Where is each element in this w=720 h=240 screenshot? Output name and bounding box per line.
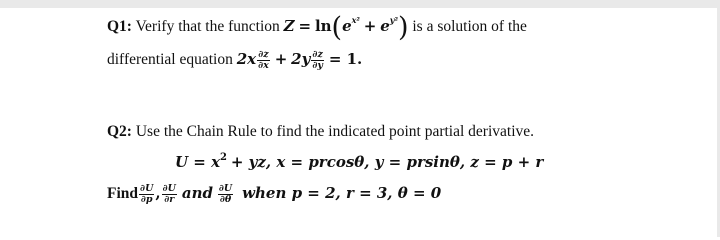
q1-suffix: is a solution of the xyxy=(412,18,527,36)
q1-eq: = xyxy=(298,17,312,36)
q1-rhs: = 1. xyxy=(328,50,363,69)
dz-dx-denominator: ∂x xyxy=(258,60,269,71)
q2-find-label: Find xyxy=(107,185,139,203)
q1-line-1 xyxy=(107,14,527,41)
dz-dy-fraction xyxy=(311,50,324,71)
q1-label: Q1: xyxy=(107,18,132,36)
du-dp-denominator: ∂p xyxy=(140,194,153,205)
du-dtheta-numerator: ∂U xyxy=(218,183,233,194)
du-dp-numerator: ∂U xyxy=(140,183,154,194)
dz-dx-numerator: ∂z xyxy=(258,49,269,60)
q1-lhs: Z xyxy=(283,17,295,36)
q1-term1-exp: x² xyxy=(351,15,360,26)
du-dp-fraction xyxy=(139,184,154,205)
q1-line-2 xyxy=(107,50,362,71)
q2-instruction: Use the Chain Rule to find the indicated point partial derivative. xyxy=(135,123,534,140)
q1-plus: + xyxy=(363,17,377,36)
q1-term1-base: e xyxy=(342,17,352,36)
q1-intro: Verify that the function xyxy=(135,18,280,36)
q2-u-rest: + yz, x = prcosθ, y = prsinθ, z = p + r xyxy=(230,153,544,171)
q2-line-1 xyxy=(107,123,534,141)
q1-coef1: 2x xyxy=(236,50,257,69)
q1-plus2: + xyxy=(274,50,288,69)
du-dr-fraction xyxy=(162,184,177,205)
top-border xyxy=(0,0,720,8)
dz-dy-denominator: ∂y xyxy=(312,60,323,71)
q1-fn: ln xyxy=(314,17,332,36)
dz-dy-numerator: ∂z xyxy=(312,49,323,60)
q2-comma: , xyxy=(155,184,161,203)
q2-line-2 xyxy=(175,152,543,172)
q2-u-def: U = x xyxy=(175,153,221,171)
q2-line-3 xyxy=(107,184,441,205)
du-dtheta-denominator: ∂θ xyxy=(219,194,232,205)
du-dtheta-fraction xyxy=(218,184,233,205)
dz-dx-fraction xyxy=(257,50,270,71)
du-dr-denominator: ∂r xyxy=(164,194,175,205)
q2-when: when p = 2, r = 3, θ = 0 xyxy=(242,184,442,203)
q2-label: Q2: xyxy=(107,123,132,140)
q1-coef2: 2y xyxy=(291,50,311,69)
right-paren: ) xyxy=(397,12,409,43)
q1-term2-base: e xyxy=(380,17,390,36)
q1-line2-text: differential equation xyxy=(107,51,233,69)
q2-and: and xyxy=(181,184,213,203)
du-dr-numerator: ∂U xyxy=(162,183,176,194)
q2-square: 2 xyxy=(220,152,228,163)
q1-term2-exp: y² xyxy=(389,15,398,26)
left-paren: ( xyxy=(331,12,343,43)
